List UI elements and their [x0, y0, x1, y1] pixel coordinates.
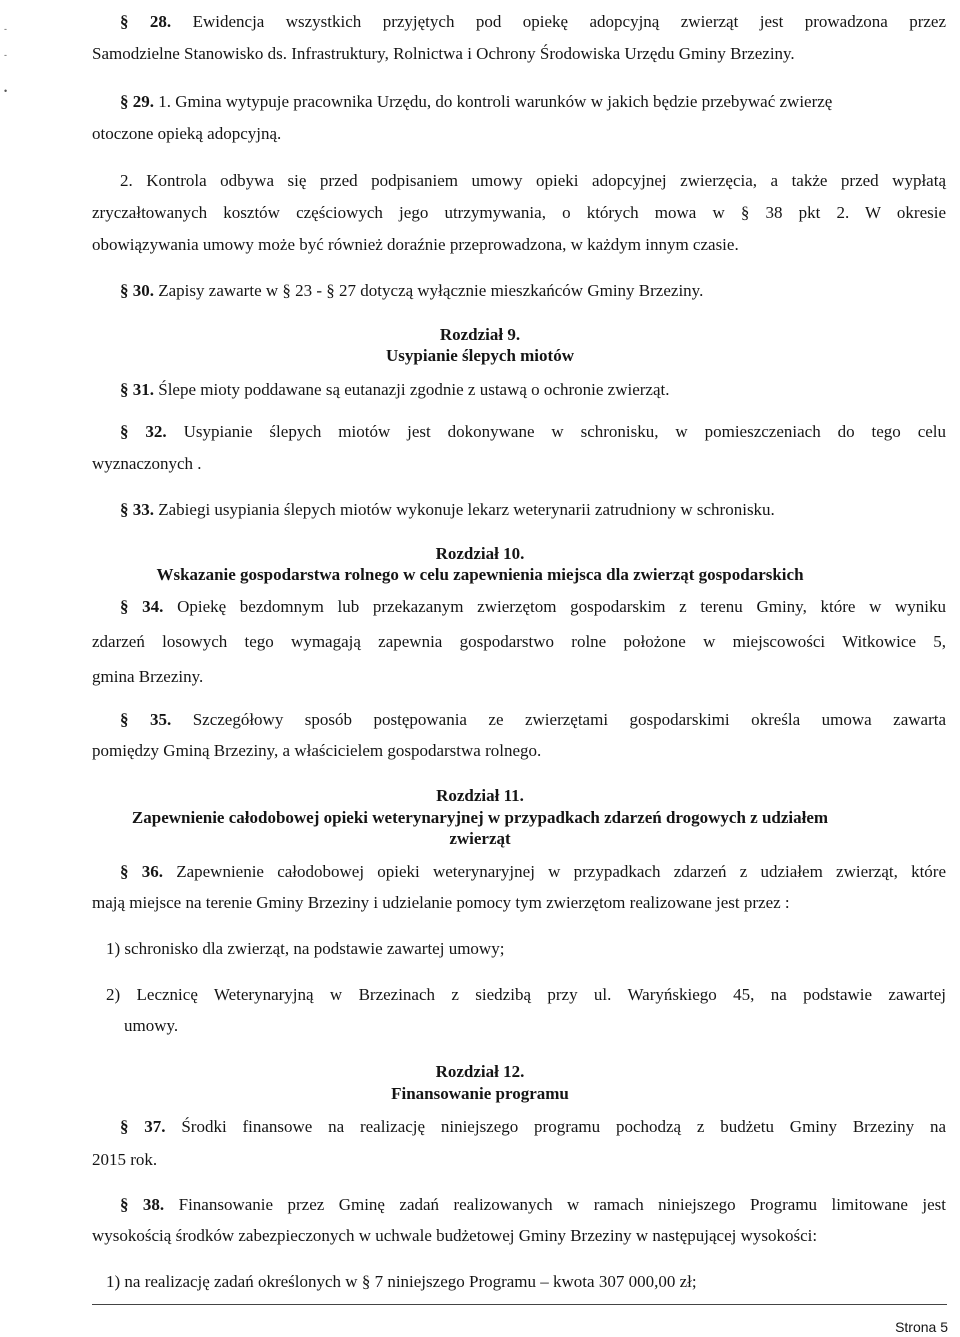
- section-28-line-1: [120, 12, 946, 32]
- section-29-line-3: [120, 171, 946, 191]
- chapter-11-label: Rozdział 11.: [436, 786, 524, 805]
- paragraph-text: Samodzielne Stanowisko ds. Infrastruktury, Rolnictwa i Ochrony Środowiska Urzędu Gminy Brzeziny.: [92, 44, 795, 63]
- paragraph-text: Zapewnienie całodobowej opieki weterynaryjnej w przypadkach zdarzeń z udziałem zwierząt, które: [176, 862, 946, 881]
- paragraph-text: Usypianie ślepych miotów jest dokonywane w schronisku, w pomieszczeniach do tego celu: [183, 422, 947, 441]
- paragraph-text: gmina Brzeziny.: [92, 667, 204, 686]
- paragraph-text: wyznaczonych .: [92, 454, 202, 473]
- section-37-line-2: [92, 1150, 157, 1170]
- list-item: umowy.: [124, 1016, 179, 1035]
- section-36-item-1: [106, 939, 504, 959]
- section-36-item-2-line-1: [106, 985, 946, 1005]
- section-30: [120, 281, 703, 301]
- section-sign: § 30.: [120, 281, 154, 300]
- section-sign: § 32.: [120, 422, 167, 441]
- paragraph-text: Szczegółowy sposób postępowania ze zwierzętami gospodarskimi określa umowa zawarta: [192, 710, 947, 729]
- section-sign: § 33.: [120, 500, 154, 519]
- paragraph-text: mają miejsce na terenie Gminy Brzeziny i udzielanie pomocy tym zwierzętom realizowane jest przez :: [92, 893, 790, 912]
- paragraph-text: 2015 rok.: [92, 1150, 158, 1169]
- section-36-line-2: [92, 893, 790, 913]
- section-34-line-1: [120, 597, 946, 617]
- section-sign: § 38.: [120, 1195, 165, 1214]
- chapter-11-title-line-1: Zapewnienie całodobowej opieki weterynaryjnej w przypadkach zdarzeń drogowych z udziałem: [131, 808, 829, 827]
- section-29-line-1: [120, 92, 832, 112]
- paragraph-text: Zabiegi usypiania ślepych miotów wykonuje lekarz weterynarii zatrudniony w schronisku.: [158, 500, 775, 519]
- footer-divider: [92, 1304, 947, 1305]
- section-33: [120, 500, 775, 520]
- section-sign: § 35.: [120, 710, 172, 729]
- paragraph-text: Środki finansowe na realizację niniejszego programu pochodzą z budżetu Gminy Brzeziny na: [181, 1117, 947, 1136]
- section-38-item-1: [106, 1272, 697, 1292]
- paragraph-text: 2. Kontrola odbywa się przed podpisaniem umowy opieki adopcyjnej zwierzęcia, a także przed wypłatą: [120, 171, 946, 190]
- chapter-9-label: Rozdział 9.: [439, 325, 521, 344]
- chapter-12-label: Rozdział 12.: [435, 1062, 525, 1081]
- paragraph-text: otoczone opieką adopcyjną.: [92, 124, 282, 143]
- margin-mark: •: [4, 86, 8, 96]
- section-36-line-1: [120, 862, 946, 882]
- section-sign: § 37.: [120, 1117, 166, 1136]
- section-29-line-5: [92, 235, 739, 255]
- section-sign: § 28.: [120, 12, 172, 31]
- chapter-11-title-line-2: zwierząt: [449, 829, 511, 848]
- section-34-line-3: [92, 667, 203, 687]
- chapter-10-title: Wskazanie gospodarstwa rolnego w celu zapewnienia miejsca dla zwierząt gospodarskich: [156, 565, 804, 584]
- list-item: 1) schronisko dla zwierząt, na podstawie zawartej umowy;: [106, 939, 505, 958]
- section-31: [120, 380, 669, 400]
- section-38-line-2: [92, 1226, 817, 1246]
- list-item: 2) Lecznicę Weterynaryjną w Brzezinach z siedzibą przy ul. Waryńskiego 45, na podstawie zawartej: [106, 985, 946, 1004]
- paragraph-text: pomiędzy Gminą Brzeziny, a właścicielem gospodarstwa rolnego.: [92, 741, 542, 760]
- paragraph-text: zdarzeń losowych tego wymagają zapewnia gospodarstwo rolne położone w miejscowości Witkowice 5,: [92, 632, 946, 651]
- paragraph-text: zryczałtowanych kosztów częściowych jego utrzymywania, o których mowa w § 38 pkt 2. W okresie: [92, 203, 946, 222]
- section-sign: § 36.: [120, 862, 163, 881]
- paragraph-text: obowiązywania umowy może być również doraźnie przeprowadzona, w każdym innym czasie.: [92, 235, 739, 254]
- section-35-line-2: [92, 741, 541, 761]
- paragraph-text: Ewidencja wszystkich przyjętych pod opiekę adopcyjną zwierząt jest prowadzona przez: [192, 12, 947, 31]
- section-36-item-2-line-2: [124, 1016, 178, 1036]
- section-32-line-2: [92, 454, 202, 474]
- paragraph-text: Finansowanie przez Gminę zadań realizowanych w ramach niniejszego Programu limitowane jest: [178, 1195, 947, 1214]
- margin-mark: -: [4, 24, 7, 34]
- chapter-10-label: Rozdział 10.: [435, 544, 525, 563]
- paragraph-text: 1. Gmina wytypuje pracownika Urzędu, do kontroli warunków w jakich będzie przebywać zwierzę: [158, 92, 833, 111]
- section-32-line-1: [120, 422, 946, 442]
- section-34-line-2: [92, 632, 946, 652]
- section-28-line-2: [92, 44, 795, 64]
- section-37-line-1: [120, 1117, 946, 1137]
- paragraph-text: Opiekę bezdomnym lub przekazanym zwierzętom gospodarskim z terenu Gminy, które w wyniku: [177, 597, 946, 616]
- paragraph-text: Ślepe mioty poddawane są eutanazji zgodnie z ustawą o ochronie zwierząt.: [158, 380, 670, 399]
- paragraph-text: Zapisy zawarte w § 23 - § 27 dotyczą wyłącznie mieszkańców Gminy Brzeziny.: [158, 281, 704, 300]
- section-sign: § 31.: [120, 380, 154, 399]
- list-item: 1) na realizację zadań określonych w § 7 niniejszego Programu – kwota 307 000,00 zł;: [106, 1272, 697, 1291]
- margin-mark: -: [4, 50, 7, 60]
- section-29-line-4: [92, 203, 946, 223]
- section-sign: § 29.: [120, 92, 154, 111]
- section-38-line-1: [120, 1195, 946, 1215]
- section-35-line-1: [120, 710, 946, 730]
- paragraph-text: wysokością środków zabezpieczonych w uchwale budżetowej Gminy Brzeziny w następującej wysokości:: [92, 1226, 818, 1245]
- chapter-9-title: Usypianie ślepych miotów: [386, 346, 574, 365]
- section-sign: § 34.: [120, 597, 164, 616]
- chapter-12-title: Finansowanie programu: [391, 1084, 569, 1103]
- page-number: Strona 5: [895, 1319, 948, 1335]
- section-29-line-2: [92, 124, 281, 144]
